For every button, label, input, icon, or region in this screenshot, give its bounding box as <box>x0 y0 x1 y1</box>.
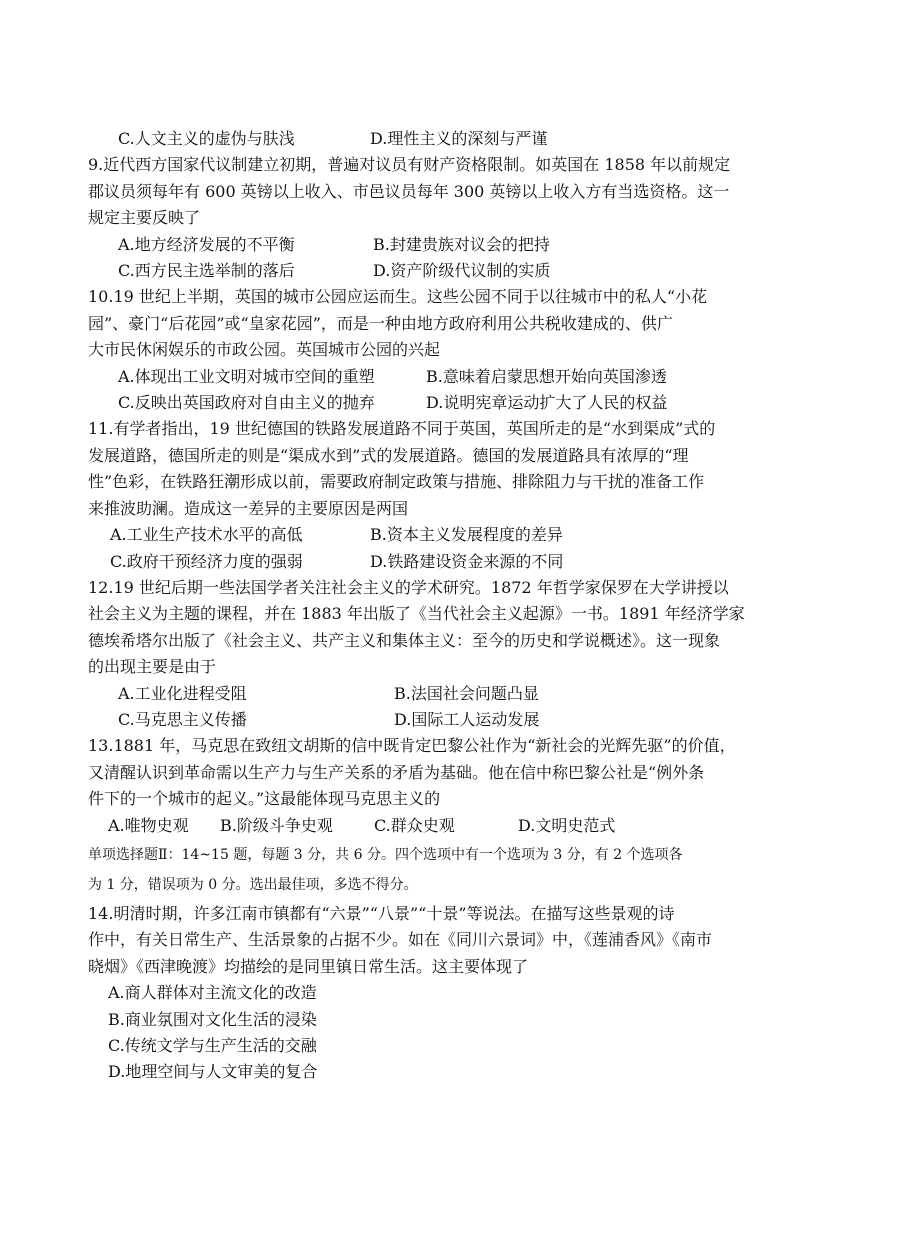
q12-option-d: D.国际工人运动发展 <box>394 709 540 729</box>
question-stem-line: 晓烟》《西津晚渡》均描绘的是同里镇日常生活。这主要体现了 <box>88 956 529 976</box>
question-stem-line: 13.1881 年，马克思在致纽文胡斯的信中既肯定巴黎公社作为“新社会的光辉先驱”的价值， <box>88 736 736 756</box>
q13-option-c: C.群众史观 <box>374 815 455 835</box>
q14-option-d: D.地理空间与人文审美的复合 <box>108 1062 318 1082</box>
question-stem-line: 来推波助澜。造成这一差异的主要原因是两国 <box>88 498 409 518</box>
question-stem-line: 件下的一个城市的起义。”这最能体现马克思主义的 <box>88 789 441 809</box>
question-stem-line: 郡议员须每年有 600 英镑以上收入、市邑议员每年 300 英镑以上收入方有当选资格。这一 <box>88 181 730 201</box>
q9-option-c: C.西方民主选举制的落后 <box>118 261 295 281</box>
section-2-instructions <box>88 841 810 899</box>
question-stem-line: 14.明清时期，许多江南市镇都有“六景”“八景”“十景”等说法。在描写这些景观的诗 <box>88 903 675 923</box>
question-stem-line: 德埃希塔尔出版了《社会主义、共产主义和集体主义：至今的历史和学说概述》。这一现象 <box>88 630 721 650</box>
question-stem-line: 规定主要反映了 <box>88 208 201 228</box>
section-instruction-line: 为 1 分，错误项为 0 分。选出最佳项，多选不得分。 <box>88 876 418 893</box>
question-11 <box>88 416 810 574</box>
question-10 <box>88 284 810 416</box>
q9-option-a: A.地方经济发展的不平衡 <box>118 234 295 254</box>
q12-option-a: A.工业化进程受阻 <box>118 683 247 703</box>
question-12 <box>88 575 810 733</box>
section-instruction-line: 单项选择题Ⅱ：14~15 题，每题 3 分，共 6 分。四个选项中有一个选项为 3 分，有 2 个选项各 <box>88 846 683 863</box>
q12-option-c: C.马克思主义传播 <box>118 709 247 729</box>
q13-option-d: D.文明史范式 <box>518 815 616 835</box>
q10-options-ab <box>88 364 810 390</box>
question-stem-line: 社会主义为主题的课程，并在 1883 年出版了《当代社会主义起源》一书。1891 年经济学家 <box>88 604 745 624</box>
question-stem-line: 的出现主要是由于 <box>88 657 217 677</box>
q9-option-b: B.封建贵族对议会的把持 <box>373 234 550 254</box>
question-stem-line: 12.19 世纪后期一些法国学者关注社会主义的学术研究。1872 年哲学家保罗在大学讲授以 <box>88 577 729 597</box>
question-stem-line: 发展道路，德国所走的则是“渠成水到”式的发展道路。德国的发展道路具有浓厚的“理 <box>88 445 689 465</box>
q10-options-cd <box>88 390 810 416</box>
q8-option-c: C.人文主义的虚伪与肤浅 <box>118 129 295 148</box>
q13-option-b: B.阶级斗争史观 <box>220 815 333 835</box>
q9-option-d: D.资产阶级代议制的实质 <box>373 261 551 281</box>
q13-options <box>88 813 810 839</box>
question-stem-line: 10.19 世纪上半期，英国的城市公园应运而生。这些公园不同于以往城市中的私人“小花 <box>88 287 708 307</box>
exam-page <box>88 126 810 1086</box>
q8-options-cd <box>88 126 810 152</box>
question-stem-line: 大市民休闲娱乐的市政公园。英国城市公园的兴起 <box>88 340 441 360</box>
q12-options-ab <box>88 681 810 707</box>
question-stem-line: 9.近代西方国家代议制建立初期，普遍对议员有财产资格限制。如英国在 1858 年以前规定 <box>88 155 731 175</box>
question-stem-line: 11.有学者指出，19 世纪德国的铁路发展道路不同于英国，英国所走的是“水到渠成”式的 <box>88 419 716 439</box>
question-stem-line: 性”色彩，在铁路狂潮形成以前，需要政府制定政策与措施、排除阻力与干扰的准备工作 <box>88 472 705 492</box>
q11-option-a: A.工业生产技术水平的高低 <box>110 525 303 545</box>
q12-options-cd <box>88 707 810 733</box>
question-14 <box>88 901 810 1086</box>
question-13 <box>88 733 810 839</box>
q10-option-c: C.反映出英国政府对自由主义的抛弃 <box>118 393 375 413</box>
question-stem-line: 又清醒认识到革命需以生产力与生产关系的矛盾为基础。他在信中称巴黎公社是“例外条 <box>88 762 705 782</box>
q13-option-a: A.唯物史观 <box>108 815 189 835</box>
q10-option-a: A.体现出工业文明对城市空间的重塑 <box>118 366 375 386</box>
q9-options-ab <box>88 232 810 258</box>
q9-options-cd <box>88 258 810 284</box>
q10-option-b: B.意味着启蒙思想开始向英国渗透 <box>426 366 667 386</box>
q14-option-c: C.传统文学与生产生活的交融 <box>108 1036 317 1055</box>
q11-options-ab <box>88 522 810 548</box>
q11-option-b: B.资本主义发展程度的差异 <box>370 525 563 545</box>
q11-option-c: C.政府干预经济力度的强弱 <box>110 551 303 571</box>
q11-options-cd <box>88 549 810 575</box>
q14-option-b: B.商业氛围对文化生活的浸染 <box>108 1009 317 1029</box>
question-stem-line: 作中，有关日常生产、生活景象的占据不少。如在《同川六景词》中，《莲浦香风》《南市 <box>88 930 713 950</box>
question-stem-line: 园”、豪门“后花园”或“皇家花园”，而是一种由地方政府利用公共税收建成的、供广 <box>88 313 673 333</box>
q8-option-d: D.理性主义的深刻与严谨 <box>370 129 548 148</box>
q11-option-d: D.铁路建设资金来源的不同 <box>370 551 564 571</box>
q14-option-a: A.商人群体对主流文化的改造 <box>108 983 317 1003</box>
question-9 <box>88 152 810 284</box>
q10-option-d: D.说明宪章运动扩大了人民的权益 <box>426 393 668 413</box>
q12-option-b: B.法国社会问题凸显 <box>394 683 539 703</box>
